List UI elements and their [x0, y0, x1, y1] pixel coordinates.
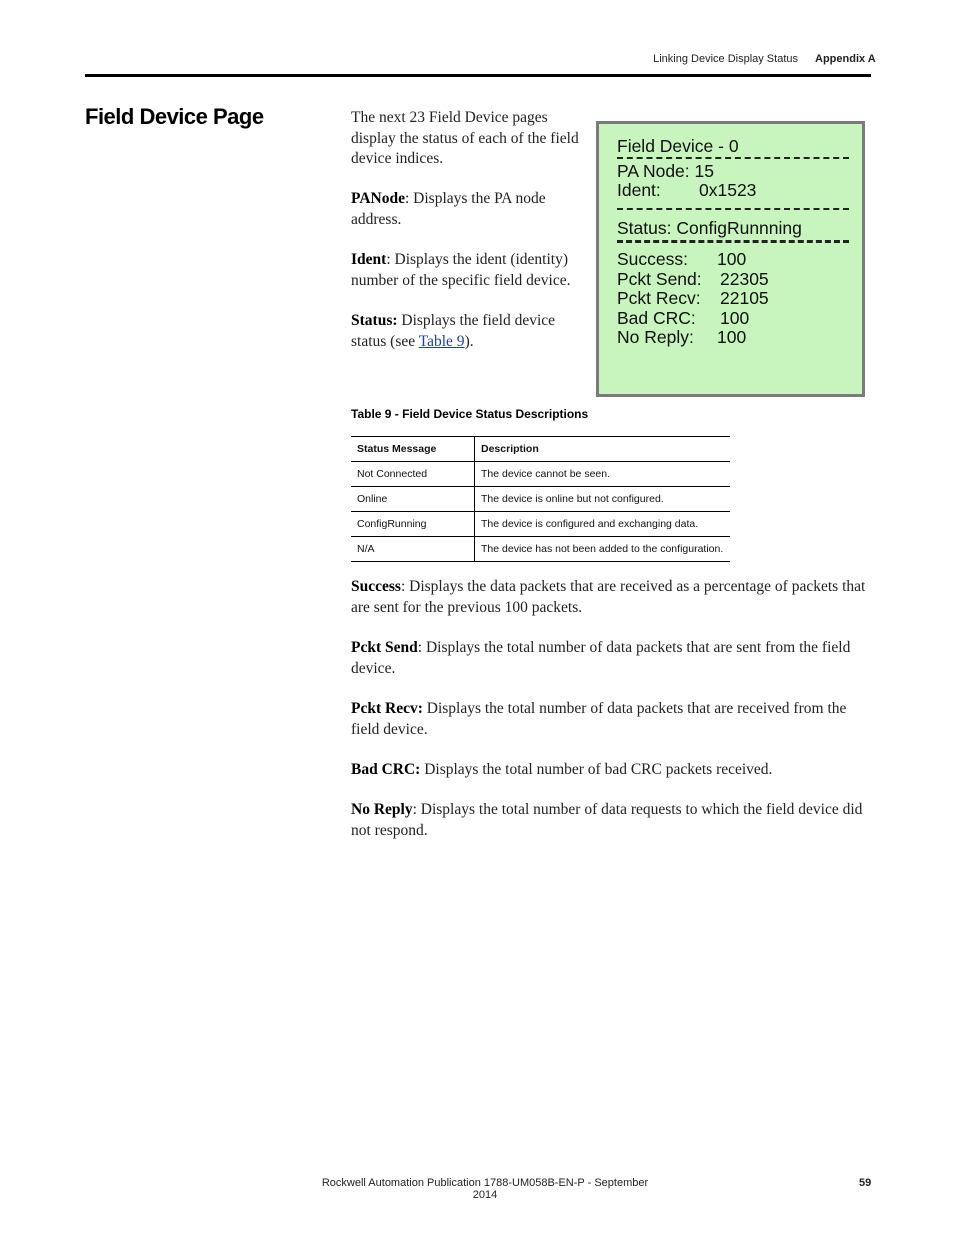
lcd-bad-crc [617, 308, 750, 328]
definition-text: Displays the total number of data packets that are received from the field device. [351, 700, 847, 738]
lcd-pckt-recv [617, 288, 769, 308]
lcd-ident-value: 0x1523 [699, 180, 757, 200]
definition-success [351, 577, 876, 618]
lcd-status [617, 218, 802, 238]
separator: : [404, 190, 414, 207]
definition-status [351, 311, 581, 352]
term: Status: [351, 312, 398, 329]
table-cell: N/A [351, 537, 475, 562]
term: Bad CRC: [351, 761, 421, 778]
table-cell: The device is configured and exchanging data. [475, 512, 731, 537]
lcd-success-label: Success: [617, 249, 688, 269]
table-cell: The device is online but not configured. [475, 487, 731, 512]
separator: : [386, 251, 395, 268]
term: Pckt Send [351, 639, 418, 656]
header-rule [85, 74, 871, 77]
page-number: 59 [859, 1177, 872, 1189]
table-cell: ConfigRunning [351, 512, 475, 537]
definition-text: Displays the total number of data requests to which the field device did not respond. [351, 801, 863, 839]
intro-paragraph: The next 23 Field Device pages display the status of each of the field device indices. [351, 109, 579, 167]
lcd-divider [617, 157, 849, 159]
table-row [351, 462, 730, 487]
running-header-title: Linking Device Display Status [653, 53, 798, 65]
column-header: Status Message [351, 437, 475, 462]
lcd-bad-crc-value: 100 [720, 308, 750, 328]
lcd-divider [617, 208, 849, 210]
table-cell: Online [351, 487, 475, 512]
definition-text: Displays the PA node address. [351, 190, 546, 228]
lcd-no-reply-value: 100 [717, 327, 747, 347]
lcd-pckt-recv-label: Pckt Recv: [617, 288, 701, 308]
table-caption: Table 9 - Field Device Status Descriptions [351, 407, 589, 421]
lcd-pa-node-label: PA Node: [617, 161, 690, 181]
separator: : [400, 578, 410, 595]
table-cell: The device has not been added to the configuration. [475, 537, 731, 562]
table-header-row [351, 437, 730, 462]
page-heading: Field Device Page [85, 104, 264, 129]
lcd-no-reply-label: No Reply: [617, 327, 694, 347]
term: Ident [351, 251, 387, 268]
status-table [351, 436, 730, 562]
definition-bad-crc [351, 760, 876, 781]
table-9-link[interactable]: Table 9 [418, 332, 465, 350]
footer-publication: Rockwell Automation Publication 1788-UM058B-EN-P - September 2014 [321, 1177, 649, 1201]
definition-panode [351, 189, 581, 230]
definition-pckt-send [351, 638, 876, 679]
running-header-appendix: Appendix A [815, 53, 876, 65]
separator: : [417, 639, 426, 656]
definition-ident [351, 250, 581, 291]
definition-text: Displays the total number of bad CRC packets received. [424, 761, 773, 778]
definition-pckt-recv [351, 699, 876, 740]
lcd-status-value: ConfigRunnning [676, 218, 802, 238]
definition-text-end: ). [464, 332, 474, 350]
lcd-pa-node-value: 15 [694, 161, 714, 181]
definition-text: Displays the field device status (see [351, 312, 556, 350]
lcd-pa-node [617, 161, 714, 181]
lcd-status-label: Status: [617, 218, 672, 238]
lcd-pckt-send-label: Pckt Send: [617, 269, 702, 289]
lcd-success-value: 100 [717, 249, 747, 269]
definition-no-reply [351, 800, 876, 841]
term: PANode [351, 190, 405, 207]
lcd-title: Field Device - 0 [617, 136, 739, 156]
lcd-success [617, 249, 747, 269]
definition-text: Displays the ident (identity) number of the specific field device. [351, 251, 571, 289]
table-cell: Not Connected [351, 462, 475, 487]
lcd-display [596, 121, 865, 397]
lcd-ident [617, 180, 757, 200]
term: Success [351, 578, 401, 595]
lcd-bad-crc-label: Bad CRC: [617, 308, 696, 328]
lcd-ident-label: Ident: [617, 180, 661, 200]
separator: : [412, 801, 421, 818]
table-cell: The device cannot be seen. [475, 462, 731, 487]
table-row [351, 537, 730, 562]
term: Pckt Recv: [351, 700, 423, 717]
table-row [351, 487, 730, 512]
lcd-no-reply [617, 327, 747, 347]
lcd-pckt-send-value: 22305 [720, 269, 769, 289]
lcd-pckt-recv-value: 22105 [720, 288, 769, 308]
term: No Reply [351, 801, 413, 818]
table-row [351, 512, 730, 537]
lcd-divider [617, 240, 849, 243]
definition-text: Displays the data packets that are received as a percentage of packets that are sent for the previous 100 packets. [351, 578, 866, 616]
column-header: Description [475, 437, 731, 462]
definition-text: Displays the total number of data packets that are sent from the field device. [351, 639, 851, 677]
lcd-pckt-send [617, 269, 769, 289]
